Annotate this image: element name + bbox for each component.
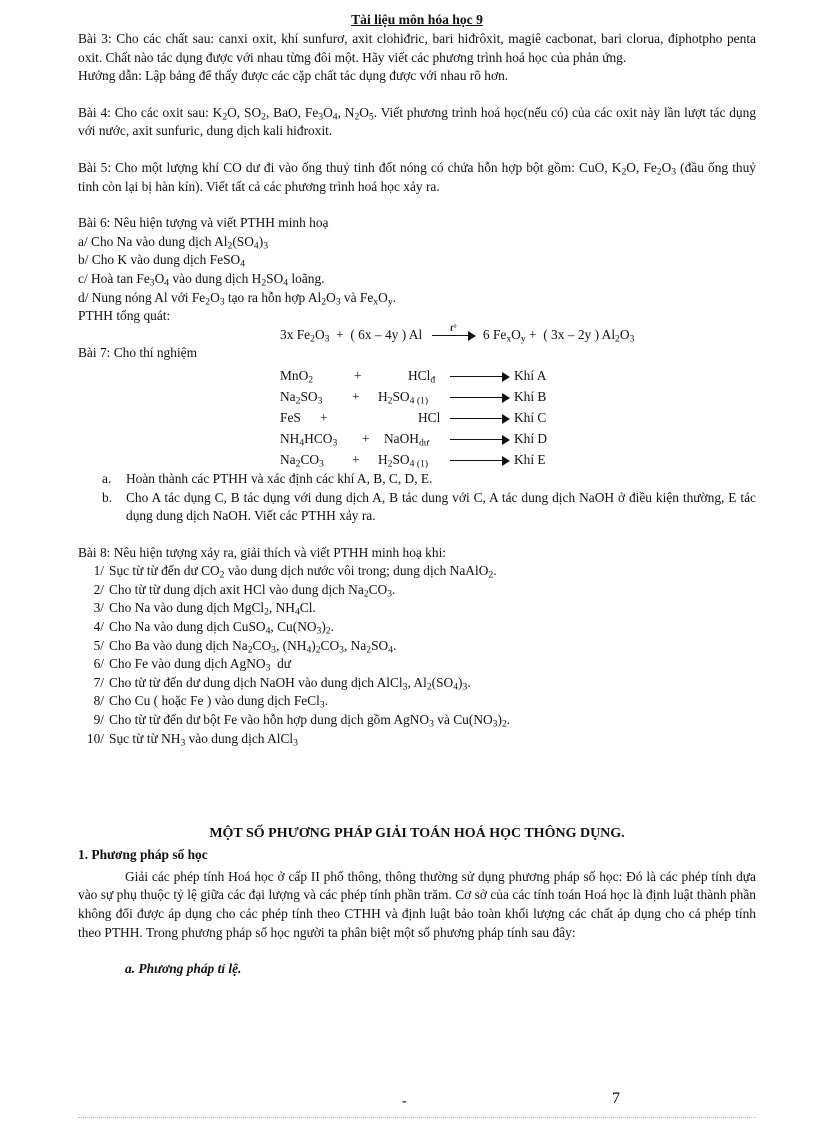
exercise-6-b: b/ Cho K vào dung dịch FeSO$_4$	[78, 252, 245, 270]
reaction-scheme	[78, 365, 756, 470]
general-equation: 3x $Fe_2O_3$ + ( 6x – 4y ) Al t° 6 $Fe_xO_y$ + ( 3x – 2y ) $Al_2O_3$	[280, 322, 635, 345]
subsection-heading: 1. Phương pháp số học	[78, 847, 208, 863]
list-item: 1/ Sục từ từ đến dư $CO_2$ vào dung dịch nước vôi trong; dung dịch NaAlO$_2$.	[93, 563, 497, 581]
arrow-icon	[450, 414, 510, 424]
list-item: 6/ Cho Fe vào dung dịch AgNO$_3$ dư	[93, 656, 292, 674]
footer-divider	[78, 1117, 756, 1118]
exercise-6-c: c/ Hoà $\tan Fe_3O_4$ vào dung dịch $H_2SO_4$ loãng.	[78, 270, 325, 289]
reaction-row: $Na_2CO_3$ + $H_2SO_{4 (1)}$ Khí E	[280, 451, 546, 470]
list-item: b. Cho A tác dụng C, B tác dụng với dung dịch A, B tác dung với C, A tác dung dịch NaOH ở điều kiện thường, E tác dụng dung dịch NaOH. Viết các PTHH xảy ra.	[102, 489, 756, 524]
document-title: Tài liệu môn hóa học 9	[351, 12, 483, 27]
exercise-6-heading: Bài 6: Nêu hiện tượng và viết PTHH minh hoạ	[78, 215, 329, 231]
page-number: 7	[612, 1090, 620, 1107]
arrow-icon	[450, 456, 510, 466]
arrow-icon	[450, 435, 510, 445]
section-heading: MỘT SỐ PHƯƠNG PHÁP GIẢI TOÁN HOÁ HỌC THÔNG DỤNG.	[209, 826, 625, 842]
list-item: 3/ Cho Na vào dung dịch MgCl$_2$, $NH_4Cl$.	[93, 600, 316, 618]
exercise-6-d: d/ Nung nóng Al với $Fe_2O_3$ tạo ra hỗn hợp $Al_2O_3$ và $Fe_xO_y$.	[78, 289, 396, 307]
exercise-8-heading: Bài 8: Nêu hiện tượng xảy ra, giải thích và viết PTHH minh hoạ khi:	[78, 544, 447, 560]
reaction-row: MnO$_2$ + HCl$_đ$ Khí A	[280, 367, 547, 386]
footer-dash: -	[402, 1094, 407, 1109]
list-item: 4/ Cho Na vào dung dịch CuSO$_4$, $Cu(NO_3)_2$.	[93, 619, 334, 637]
reaction-row: $NH_4HCO_3$ + NaOH$_{dư}$ Khí D	[280, 430, 548, 449]
document-page	[78, 10, 756, 978]
method-heading: a. Phương pháp tỉ lệ.	[125, 961, 242, 977]
heat-arrow-icon: t°	[432, 331, 476, 341]
exercise-8-list	[78, 562, 756, 748]
list-item: 9/ Cho từ từ đến dư bột Fe vào hỗn hợp dung dịch gồm AgNO$_3$ và $Cu(NO_3)_2$.	[93, 712, 511, 730]
arrow-icon	[450, 372, 510, 382]
reaction-row: $Na_2SO_3$ + $H_2SO_{4 (1)}$ Khí B	[280, 388, 547, 407]
list-item: 7/ Cho từ từ đến dư dung dịch NaOH vào dung dịch AlCl$_3$, $Al_2(SO_4)_3$.	[93, 674, 471, 693]
exercise-3-guide: Hướng dẫn: Lập bảng để thấy được các cặp chất tác dụng được với nhau rõ hơn.	[78, 68, 509, 84]
arrow-icon	[450, 393, 510, 403]
list-item: 2/ Cho từ từ dung dịch axit HCl vào dung dịch $Na_2CO_3$.	[93, 581, 396, 600]
section-paragraph: Giải các phép tính Hoá học ở cấp II phổ thông, thông thường sử dụng phương pháp số học: Đó là các phép tính dựa vào sự phụ thuộc tỷ lệ giữa các đại lượng và các phép tính phần trăm. Cơ sở của các tính toán Hoá học là định luật thành phần không đổi được áp dụng cho các phép tính theo CTHH và định luật bảo toàn khối lượng các chất áp dụng cho cá phép tính theo PTHH. Trong phương pháp số học người ta phân biệt một số phương pháp tính sau đây:	[78, 868, 756, 940]
exercise-3: Bài 3: Cho các chất sau: canxi oxit, khí sunfurơ, axit clohiđric, bari hiđrôxit, magiê cacbonat, bari clorua, điphotpho penta oxit. Chất nào tác dụng được với nhau từng đôi một. Hãy viết các phương trình hoá học của phản ứng.	[78, 31, 756, 65]
exercise-7-tasks	[78, 470, 756, 526]
exercise-5: Bài 5: Cho một lượng khí CO dư đi vào ống thuỷ tinh đốt nóng có chứa hỗn hợp bột gồm: CuO, $K_2O$, $Fe_2O_3$ (đầu ống thuỷ tinh còn lại bị hàn kín). Viết tất cả các phương trình hoá học xảy ra.	[78, 159, 756, 194]
exercise-6-a: a/ Cho Na vào dung dịch $Al_2(SO_4)_3$	[78, 233, 269, 252]
list-item: a. Hoàn thành các PTHH và xác định các khí A, B, C, D, E.	[102, 470, 433, 486]
exercise-4: Bài 4: Cho các oxit sau: $K_2O$, $SO_2$, BaO, $Fe_3O_4$, $N_2O_5$. Viết phương trình hoá học(nếu có) của các oxit này lần lượt tác dụng với nước, axit sunfuric, dung dịch kali hiđroxit.	[78, 104, 757, 139]
exercise-7-heading: Bài 7: Cho thí nghiệm	[78, 345, 198, 361]
list-item: 8/ Cho Cu ( hoặc Fe ) vào dung dịch FeCl$_3$.	[93, 693, 329, 711]
list-item: 10/ Sục từ từ $NH_3$ vào dung dịch AlCl$_3$	[86, 730, 298, 749]
pthh-label: PTHH tổng quát:	[78, 308, 171, 324]
reaction-row: FeS + HCl Khí C	[280, 409, 547, 425]
list-item: 5/ Cho Ba vào dung dịch $Na_2CO_3$, $(NH_4)_2CO_3$, $Na_2SO_4$.	[93, 637, 397, 656]
